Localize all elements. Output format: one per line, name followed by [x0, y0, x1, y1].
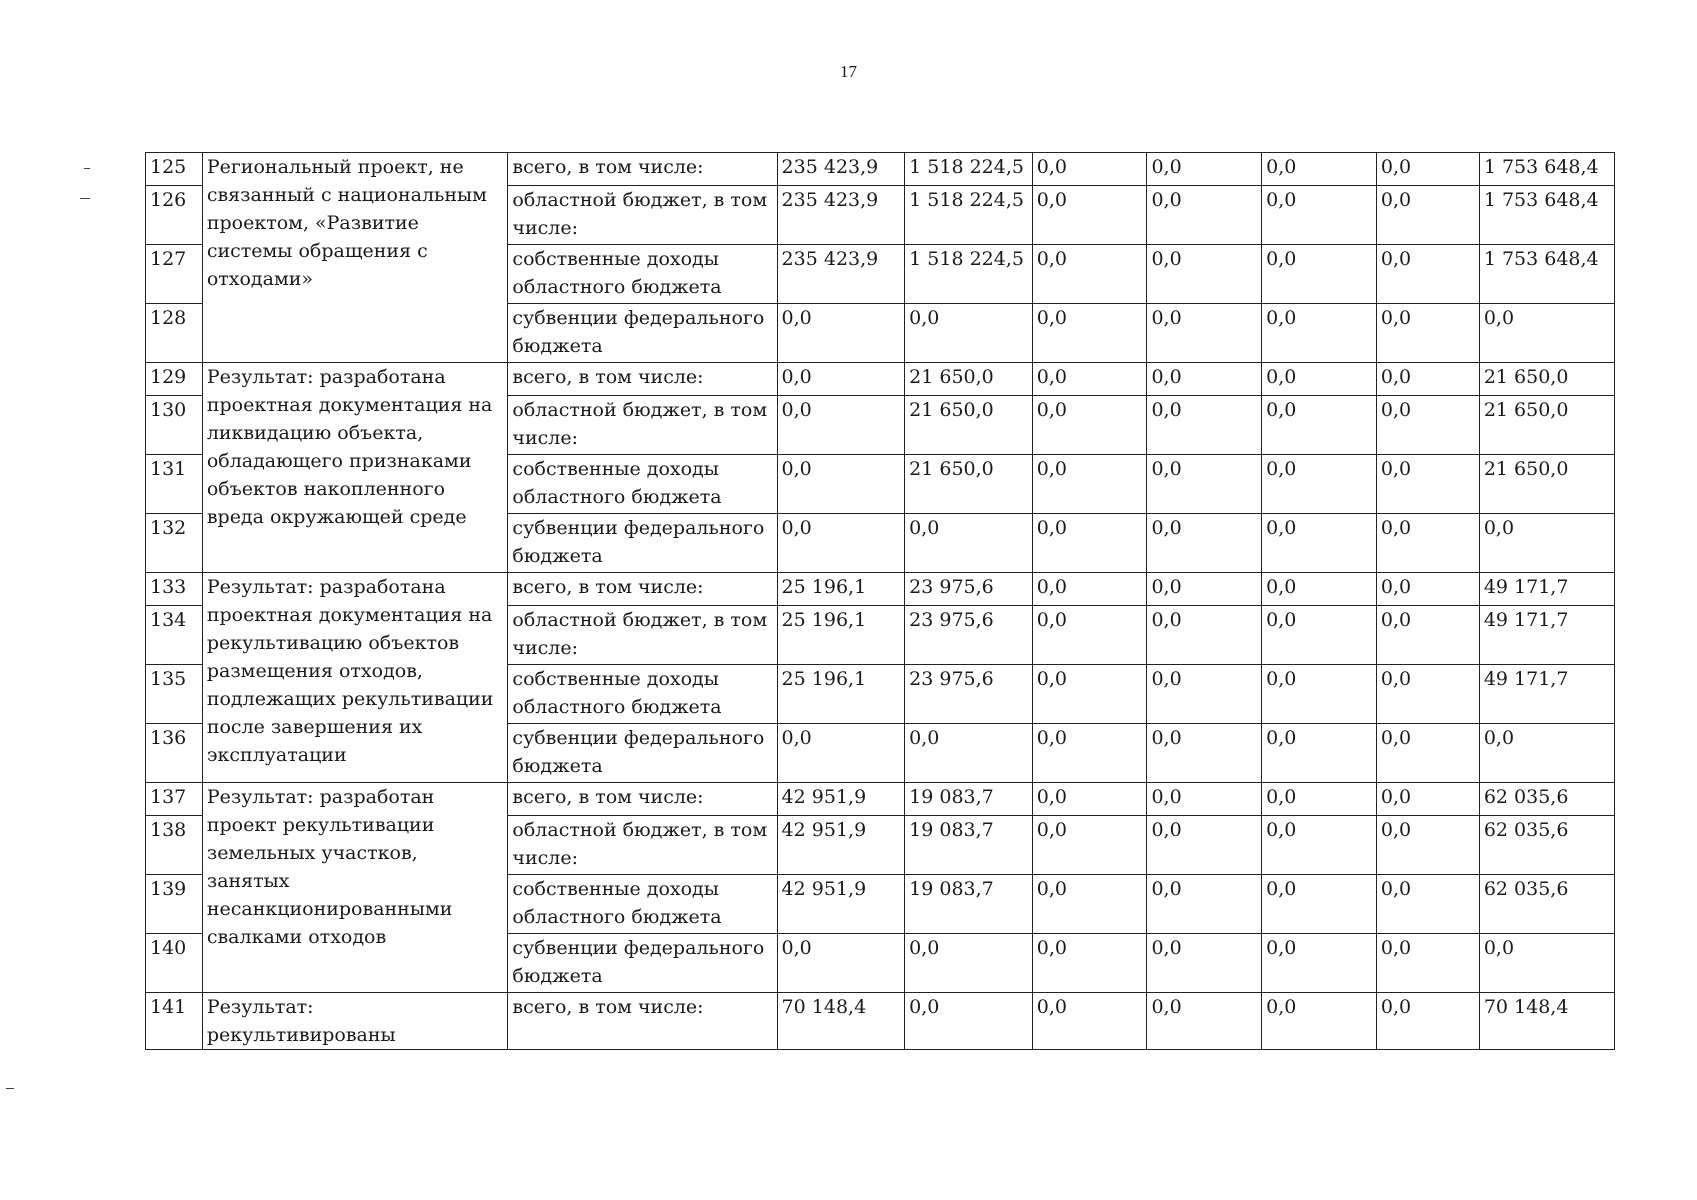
scan-mark — [6, 1088, 14, 1089]
row-number: 130 — [146, 396, 203, 455]
year-value-cell: 0,0 — [777, 455, 905, 514]
year-value-cell: 21 650,0 — [905, 455, 1033, 514]
row-number: 128 — [146, 304, 203, 363]
year-value-cell: 0,0 — [1262, 245, 1377, 304]
funding-source-cell: собственные доходы областного бюджета — [508, 245, 777, 304]
year-value-cell: 0,0 — [1376, 993, 1479, 1050]
total-value-cell: 1 753 648,4 — [1479, 153, 1614, 186]
total-value-cell: 49 171,7 — [1479, 665, 1614, 724]
total-value-cell: 21 650,0 — [1479, 396, 1614, 455]
year-value-cell: 0,0 — [1376, 875, 1479, 934]
year-value-cell: 0,0 — [1376, 304, 1479, 363]
row-number: 135 — [146, 665, 203, 724]
row-number: 132 — [146, 514, 203, 573]
year-value-cell: 0,0 — [1032, 934, 1147, 993]
funding-source-cell: областной бюджет, в том числе: — [508, 816, 777, 875]
scan-mark — [80, 198, 90, 199]
total-value-cell: 62 035,6 — [1479, 816, 1614, 875]
year-value-cell: 0,0 — [1147, 783, 1262, 816]
funding-source-cell: всего, в том числе: — [508, 153, 777, 186]
year-value-cell: 0,0 — [1262, 875, 1377, 934]
year-value-cell: 23 975,6 — [905, 665, 1033, 724]
year-value-cell: 42 951,9 — [777, 875, 905, 934]
row-number: 140 — [146, 934, 203, 993]
year-value-cell: 235 423,9 — [777, 186, 905, 245]
year-value-cell: 0,0 — [1376, 934, 1479, 993]
year-value-cell: 1 518 224,5 — [905, 245, 1033, 304]
funding-source-cell: всего, в том числе: — [508, 573, 777, 606]
total-value-cell: 0,0 — [1479, 304, 1614, 363]
year-value-cell: 0,0 — [777, 363, 905, 396]
row-number: 141 — [146, 993, 203, 1050]
year-value-cell: 0,0 — [1147, 993, 1262, 1050]
year-value-cell: 0,0 — [1147, 153, 1262, 186]
funding-source-cell: областной бюджет, в том числе: — [508, 396, 777, 455]
year-value-cell: 0,0 — [1147, 724, 1262, 783]
total-value-cell: 21 650,0 — [1479, 455, 1614, 514]
year-value-cell: 0,0 — [1147, 816, 1262, 875]
row-number: 136 — [146, 724, 203, 783]
year-value-cell: 23 975,6 — [905, 573, 1033, 606]
funding-source-cell: всего, в том числе: — [508, 993, 777, 1050]
year-value-cell: 19 083,7 — [905, 783, 1033, 816]
funding-source-cell: собственные доходы областного бюджета — [508, 455, 777, 514]
year-value-cell: 235 423,9 — [777, 245, 905, 304]
year-value-cell: 0,0 — [905, 514, 1033, 573]
total-value-cell: 0,0 — [1479, 514, 1614, 573]
year-value-cell: 0,0 — [1147, 363, 1262, 396]
year-value-cell: 0,0 — [1147, 514, 1262, 573]
year-value-cell: 0,0 — [1147, 304, 1262, 363]
total-value-cell: 49 171,7 — [1479, 573, 1614, 606]
year-value-cell: 0,0 — [1262, 304, 1377, 363]
row-number: 137 — [146, 783, 203, 816]
year-value-cell: 0,0 — [1262, 934, 1377, 993]
total-value-cell: 62 035,6 — [1479, 783, 1614, 816]
year-value-cell: 19 083,7 — [905, 816, 1033, 875]
year-value-cell: 21 650,0 — [905, 396, 1033, 455]
year-value-cell: 0,0 — [1262, 993, 1377, 1050]
year-value-cell: 0,0 — [1032, 816, 1147, 875]
year-value-cell: 0,0 — [1376, 363, 1479, 396]
year-value-cell: 25 196,1 — [777, 606, 905, 665]
year-value-cell: 0,0 — [1147, 665, 1262, 724]
year-value-cell: 0,0 — [1262, 724, 1377, 783]
year-value-cell: 0,0 — [905, 304, 1033, 363]
year-value-cell: 25 196,1 — [777, 665, 905, 724]
year-value-cell: 19 083,7 — [905, 875, 1033, 934]
funding-source-cell: областной бюджет, в том числе: — [508, 606, 777, 665]
row-number: 134 — [146, 606, 203, 665]
item-name-cell: Региональный проект, не связанный с национальным проектом, «Развитие системы обращения с отходами» — [202, 153, 508, 363]
year-value-cell: 0,0 — [1376, 186, 1479, 245]
year-value-cell: 0,0 — [905, 934, 1033, 993]
year-value-cell: 0,0 — [1376, 816, 1479, 875]
year-value-cell: 0,0 — [1376, 153, 1479, 186]
total-value-cell: 21 650,0 — [1479, 363, 1614, 396]
total-value-cell: 0,0 — [1479, 724, 1614, 783]
year-value-cell: 0,0 — [1032, 396, 1147, 455]
year-value-cell: 0,0 — [1032, 573, 1147, 606]
year-value-cell: 0,0 — [1147, 606, 1262, 665]
year-value-cell: 70 148,4 — [777, 993, 905, 1050]
row-number: 126 — [146, 186, 203, 245]
year-value-cell: 0,0 — [1376, 573, 1479, 606]
year-value-cell: 0,0 — [777, 304, 905, 363]
year-value-cell: 0,0 — [1262, 606, 1377, 665]
year-value-cell: 0,0 — [1376, 245, 1479, 304]
year-value-cell: 0,0 — [1262, 665, 1377, 724]
table-row — [146, 993, 1615, 1050]
year-value-cell: 21 650,0 — [905, 363, 1033, 396]
scan-mark — [84, 168, 90, 169]
funding-source-cell: собственные доходы областного бюджета — [508, 665, 777, 724]
year-value-cell: 0,0 — [1262, 363, 1377, 396]
year-value-cell: 0,0 — [777, 934, 905, 993]
year-value-cell: 0,0 — [777, 396, 905, 455]
year-value-cell: 1 518 224,5 — [905, 186, 1033, 245]
funding-source-cell: всего, в том числе: — [508, 783, 777, 816]
table-body — [146, 153, 1615, 1050]
year-value-cell: 0,0 — [777, 514, 905, 573]
year-value-cell: 0,0 — [1262, 455, 1377, 514]
total-value-cell: 49 171,7 — [1479, 606, 1614, 665]
table-row — [146, 573, 1615, 606]
year-value-cell: 0,0 — [1032, 455, 1147, 514]
total-value-cell: 0,0 — [1479, 934, 1614, 993]
year-value-cell: 0,0 — [1376, 606, 1479, 665]
total-value-cell: 1 753 648,4 — [1479, 245, 1614, 304]
year-value-cell: 0,0 — [1262, 514, 1377, 573]
year-value-cell: 0,0 — [1147, 396, 1262, 455]
funding-source-cell: всего, в том числе: — [508, 363, 777, 396]
year-value-cell: 0,0 — [1032, 153, 1147, 186]
year-value-cell: 0,0 — [1032, 245, 1147, 304]
year-value-cell: 1 518 224,5 — [905, 153, 1033, 186]
funding-source-cell: субвенции федерального бюджета — [508, 724, 777, 783]
year-value-cell: 42 951,9 — [777, 816, 905, 875]
year-value-cell: 0,0 — [1262, 783, 1377, 816]
total-value-cell: 62 035,6 — [1479, 875, 1614, 934]
year-value-cell: 0,0 — [1147, 455, 1262, 514]
year-value-cell: 0,0 — [1262, 396, 1377, 455]
year-value-cell: 0,0 — [1032, 724, 1147, 783]
year-value-cell: 0,0 — [1032, 993, 1147, 1050]
year-value-cell: 0,0 — [1376, 724, 1479, 783]
year-value-cell: 0,0 — [1032, 186, 1147, 245]
year-value-cell: 0,0 — [1032, 606, 1147, 665]
year-value-cell: 0,0 — [1147, 245, 1262, 304]
item-name-cell: Результат: разработана проектная документация на ликвидацию объекта, обладающего признаками объектов накопленного вреда окружающей среде — [202, 363, 508, 573]
row-number: 131 — [146, 455, 203, 514]
year-value-cell: 0,0 — [1032, 363, 1147, 396]
funding-source-cell: субвенции федерального бюджета — [508, 514, 777, 573]
year-value-cell: 23 975,6 — [905, 606, 1033, 665]
year-value-cell: 235 423,9 — [777, 153, 905, 186]
year-value-cell: 0,0 — [1032, 875, 1147, 934]
year-value-cell: 0,0 — [1376, 665, 1479, 724]
year-value-cell: 0,0 — [1032, 665, 1147, 724]
total-value-cell: 1 753 648,4 — [1479, 186, 1614, 245]
table-row — [146, 153, 1615, 186]
year-value-cell: 42 951,9 — [777, 783, 905, 816]
table-row — [146, 783, 1615, 816]
year-value-cell: 0,0 — [777, 724, 905, 783]
table-row — [146, 363, 1615, 396]
year-value-cell: 0,0 — [905, 993, 1033, 1050]
funding-source-cell: субвенции федерального бюджета — [508, 304, 777, 363]
year-value-cell: 0,0 — [1376, 396, 1479, 455]
year-value-cell: 0,0 — [1147, 875, 1262, 934]
year-value-cell: 0,0 — [1262, 816, 1377, 875]
year-value-cell: 0,0 — [1262, 186, 1377, 245]
year-value-cell: 0,0 — [1032, 783, 1147, 816]
year-value-cell: 0,0 — [1147, 573, 1262, 606]
funding-source-cell: субвенции федерального бюджета — [508, 934, 777, 993]
funding-source-cell: областной бюджет, в том числе: — [508, 186, 777, 245]
year-value-cell: 0,0 — [1147, 934, 1262, 993]
row-number: 127 — [146, 245, 203, 304]
year-value-cell: 0,0 — [1032, 514, 1147, 573]
year-value-cell: 0,0 — [1147, 186, 1262, 245]
row-number: 125 — [146, 153, 203, 186]
item-name-cell: Результат: разработан проект рекультивации земельных участков, занятых несанкционированными свалками отходов — [202, 783, 508, 993]
year-value-cell: 0,0 — [1032, 304, 1147, 363]
year-value-cell: 0,0 — [905, 724, 1033, 783]
row-number: 129 — [146, 363, 203, 396]
year-value-cell: 0,0 — [1262, 573, 1377, 606]
row-number: 133 — [146, 573, 203, 606]
year-value-cell: 0,0 — [1262, 153, 1377, 186]
item-name-cell: Результат: рекультивированы — [202, 993, 508, 1050]
row-number: 138 — [146, 816, 203, 875]
funding-source-cell: собственные доходы областного бюджета — [508, 875, 777, 934]
total-value-cell: 70 148,4 — [1479, 993, 1614, 1050]
item-name-cell: Результат: разработана проектная документация на рекультивацию объектов размещения отходов, подлежащих рекультивации после завершения их эксплуатации — [202, 573, 508, 783]
row-number: 139 — [146, 875, 203, 934]
page-number: 17 — [840, 62, 857, 81]
year-value-cell: 0,0 — [1376, 455, 1479, 514]
year-value-cell: 0,0 — [1376, 783, 1479, 816]
year-value-cell: 0,0 — [1376, 514, 1479, 573]
year-value-cell: 25 196,1 — [777, 573, 905, 606]
budget-table — [145, 152, 1615, 1050]
